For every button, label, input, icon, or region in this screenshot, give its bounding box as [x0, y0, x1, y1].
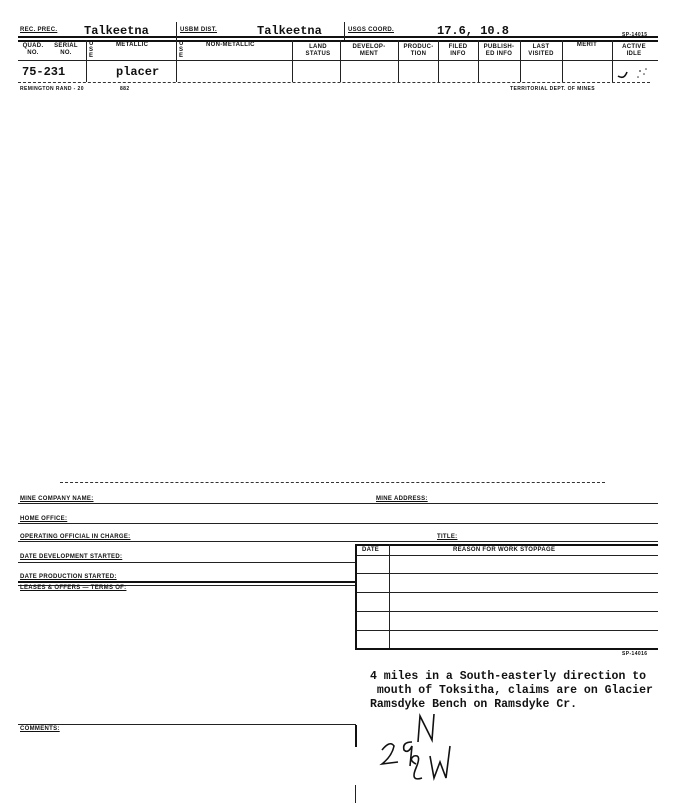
location-notes: 4 miles in a South-easterly direction to mouth of Toksitha, claims are on Glacier Ramsdyke Bench on Ramsdyke Cr.: [370, 670, 653, 711]
home-office-label: HOME OFFICE:: [20, 516, 68, 522]
reason-column-label: REASON FOR WORK STOPPAGE: [453, 547, 556, 553]
hdr-sep-1: [176, 22, 177, 40]
hdr-sep-2: [344, 22, 345, 40]
top-footer-left: REMINGTON RAND - 20: [20, 86, 84, 92]
col-non-metallic: NON-METALLIC: [206, 42, 255, 48]
bottom-company-line: [18, 503, 658, 504]
col-development: DEVELOP-MENT: [352, 44, 386, 57]
col-rule-3: [292, 40, 293, 82]
col-use-metallic: U S E: [89, 41, 94, 59]
leases-label: LEASES & OFFERS — TERMS OF:: [20, 585, 127, 591]
col-active-idle: ACTIVE IDLE: [622, 44, 646, 57]
usgs-coord-value: 17.6, 10.8: [437, 24, 510, 38]
top-footer-left-code: 882: [120, 86, 130, 92]
row-bottom-rule: [18, 82, 650, 83]
col-serial-no: SERIAL NO.: [54, 43, 78, 56]
notes-left-rule-2: [355, 785, 356, 803]
usgs-coord-label: USGS COORD.: [348, 27, 394, 33]
col-rule-4: [340, 40, 341, 82]
rec-prec-value: Talkeetna: [84, 24, 149, 38]
stoppage-top-rule: [355, 544, 658, 546]
home-office-line: [18, 523, 658, 524]
top-footer-right: TERRITORIAL DEPT. OF MINES: [510, 86, 595, 92]
bottom-top-dash: [60, 482, 605, 483]
form-number-top: SP-14015: [622, 32, 648, 38]
mine-address-label: MINE ADDRESS:: [376, 496, 428, 502]
col-quad-no: QUAD. NO.: [22, 43, 44, 56]
notes-left-rule: [355, 725, 357, 747]
col-rule-1: [86, 40, 87, 82]
stoppage-row-2: [355, 592, 658, 593]
col-published-info: PUBLISH-ED INFO: [483, 44, 515, 57]
date-production-label: DATE PRODUCTION STARTED:: [20, 574, 117, 580]
col-last-visited: LAST VISITED: [528, 44, 554, 57]
comments-label: COMMENTS:: [20, 726, 60, 732]
col-rule-8: [520, 40, 521, 82]
stoppage-row-3: [355, 611, 658, 612]
mine-company-name-label: MINE COMPANY NAME:: [20, 496, 94, 502]
col-rule-10: [612, 40, 613, 82]
handwritten-coordinates: [376, 712, 466, 792]
col-filed-info: FILED INFO: [448, 44, 468, 57]
title-label: TITLE:: [437, 534, 458, 540]
col-production: PRODUC-TION: [403, 44, 434, 57]
stoppage-date-rule: [389, 544, 390, 648]
col-merit: MERIT: [576, 42, 598, 48]
usbm-dist-label: USBM DIST.: [180, 27, 218, 33]
col-use-nonmetallic: U S E: [179, 41, 184, 59]
stoppage-row-1: [355, 573, 658, 574]
rec-prec-label: REC. PREC.: [20, 27, 58, 33]
operating-line: [18, 541, 658, 542]
date-column-label: DATE: [362, 547, 380, 553]
row-quad-serial: 75-231: [22, 65, 66, 79]
col-metallic: METALLIC: [116, 42, 149, 48]
date-prod-line: [18, 581, 356, 583]
stoppage-row-4: [355, 630, 658, 631]
col-rule-2: [176, 40, 177, 82]
date-development-label: DATE DEVELOPMENT STARTED:: [20, 554, 123, 560]
date-dev-line: [18, 562, 356, 563]
form-number-bottom: SP-14016: [622, 651, 648, 657]
col-rule-7: [478, 40, 479, 82]
row-metallic: placer: [116, 65, 160, 79]
active-idle-mark: [614, 66, 654, 82]
stoppage-header-bottom: [355, 555, 658, 556]
comments-line: [18, 724, 356, 725]
operating-official-label: OPERATING OFFICIAL IN CHARGE:: [20, 534, 131, 540]
stoppage-left-rule: [355, 544, 357, 648]
usbm-dist-value: Talkeetna: [257, 24, 322, 38]
col-land-status: LAND STATUS: [305, 44, 331, 57]
col-rule-9: [562, 40, 563, 82]
col-rule-6: [438, 40, 439, 82]
col-rule-5: [398, 40, 399, 82]
stoppage-bottom: [355, 648, 658, 650]
